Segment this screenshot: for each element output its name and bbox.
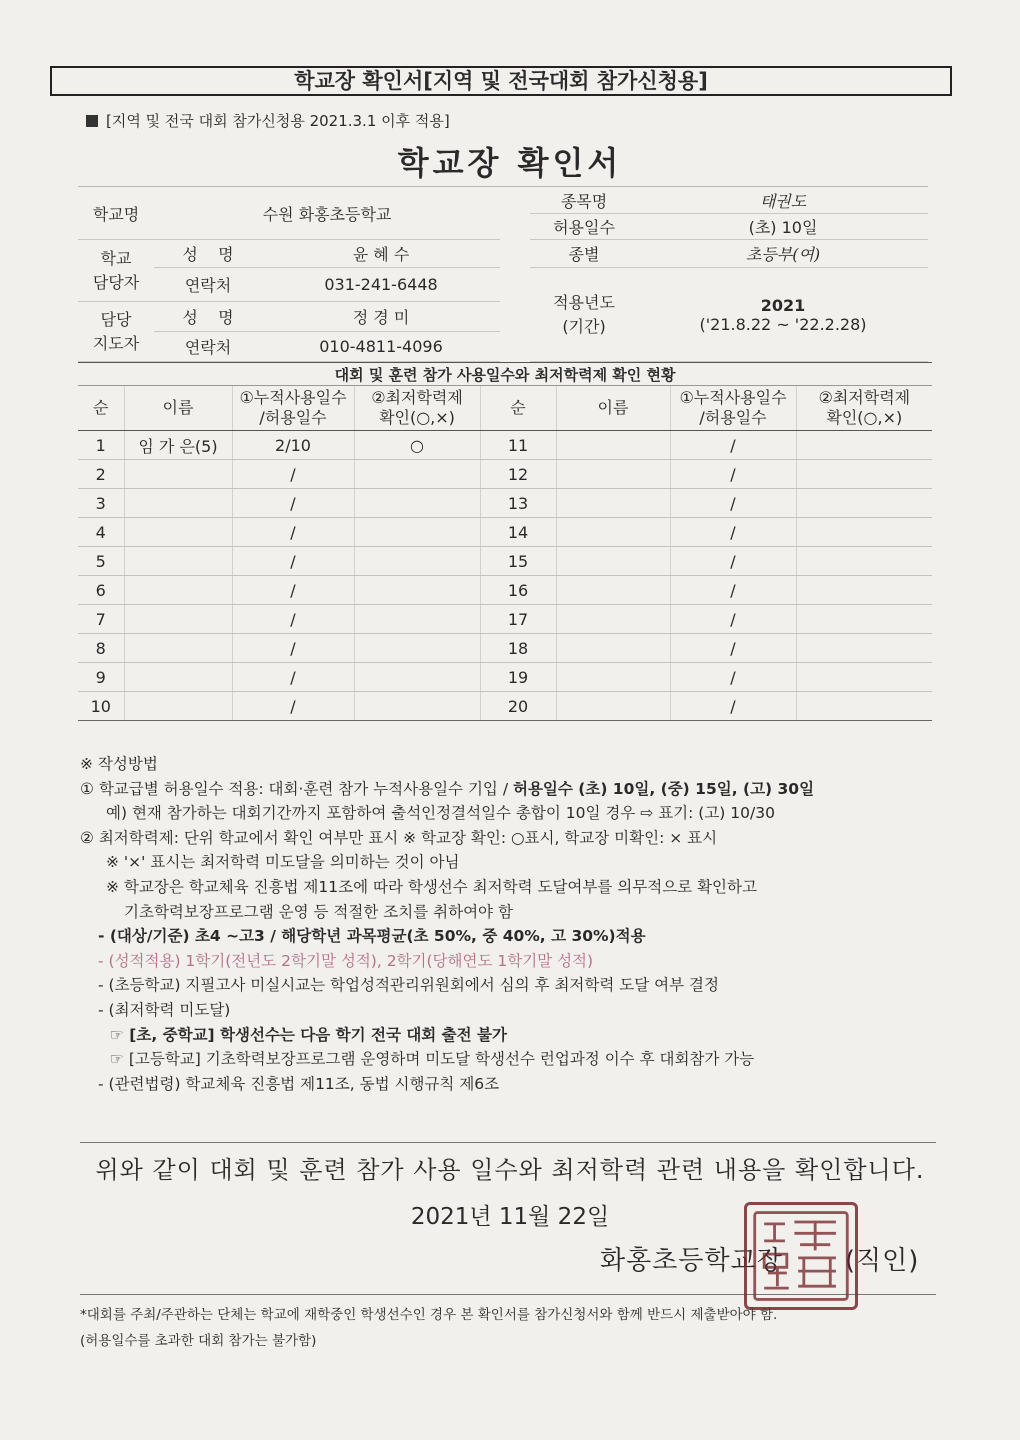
records-caption: 대회 및 훈련 참가 사용일수와 최저학력제 확인 현황 [78,363,932,386]
row-days: / [670,518,796,547]
contact-name-label: 성 명 [154,240,262,268]
row-days: / [232,692,354,721]
row-days: / [232,663,354,692]
row-check [796,634,932,663]
row-no: 17 [480,605,556,634]
row-days: / [232,576,354,605]
row-days: / [232,489,354,518]
apply-year-cell [638,268,928,362]
table-row [78,663,932,692]
table-row [78,460,932,489]
row-no: 3 [78,489,124,518]
row-check [354,518,480,547]
row-days: / [670,605,796,634]
row-name [124,547,232,576]
note-unmet-elementary-middle: ☞ [초, 중학교] 학생선수는 다음 학기 전국 대회 출전 불가 [110,1025,507,1044]
row-days: / [670,547,796,576]
category-value: 초등부(여) [638,240,928,268]
row-check [354,663,480,692]
row-name [124,576,232,605]
school-info-table [78,186,928,362]
row-name [556,692,670,721]
row-no: 2 [78,460,124,489]
seal-icon [747,1205,855,1307]
row-check [796,663,932,692]
row-check [796,489,932,518]
note-2: ② 최저학력제: 단위 학교에서 확인 여부만 표시 ※ 학교장 확인: ○표시, 학교장 미확인: × 표시 [80,828,718,847]
coach-name-label: 성 명 [154,302,262,332]
row-name [124,518,232,547]
row-no: 8 [78,634,124,663]
col-days-right: ①누적사용일수 /허용일수 [670,386,796,431]
row-check [354,576,480,605]
contact-name-value: 윤 혜 수 [262,240,500,268]
row-name [556,605,670,634]
document-header-box [50,66,952,96]
row-name [124,605,232,634]
row-check [796,547,932,576]
confirmation-statement: 위와 같이 대회 및 훈련 참가 사용 일수와 최저학력 관련 내용을 확인합니다. [95,1156,925,1184]
table-row [78,431,932,460]
row-check [796,605,932,634]
note-unmet-high: ☞ [고등학교] 기초학력보장프로그램 운영하며 미도달 학생선수 런업과정 이수 후 대회참가 가능 [110,1050,755,1069]
principal-title: 화홍초등학교장 [600,1246,783,1276]
participation-records-table [78,362,932,721]
row-name [124,634,232,663]
official-seal-stamp [744,1202,858,1310]
row-no: 6 [78,576,124,605]
row-no: 18 [480,634,556,663]
row-days: / [670,431,796,460]
row-no: 1 [78,431,124,460]
row-name [124,460,232,489]
row-days: / [670,663,796,692]
row-no: 16 [480,576,556,605]
issue-date: 2021년 11월 22일 [410,1204,610,1230]
row-check [354,692,480,721]
note-2-c: 기초학력보장프로그램 운영 등 적절한 조치를 취하여야 함 [124,902,513,921]
col-check-right: ②최저학력제 확인(○,×) [796,386,932,431]
row-check [796,518,932,547]
note-law: - (관련법령) 학교체육 진흥법 제11조, 동법 시행규칙 제6조 [98,1074,500,1093]
row-no: 20 [480,692,556,721]
category-label: 종별 [530,240,638,268]
table-row [78,576,932,605]
row-name [556,663,670,692]
table-row [78,547,932,576]
coach-phone-value: 010-4811-4096 [262,332,500,362]
row-check [354,460,480,489]
row-days: 2/10 [232,431,354,460]
note-1 [80,777,940,802]
allowed-days-value: (초) 10일 [638,214,928,240]
row-days: / [670,576,796,605]
row-no: 9 [78,663,124,692]
row-name: 임 가 은(5) [124,431,232,460]
col-name-left: 이름 [124,386,232,431]
row-no: 7 [78,605,124,634]
row-no: 10 [78,692,124,721]
square-bullet-icon [86,115,98,127]
event-value: 태권도 [638,187,928,214]
row-check [796,692,932,721]
row-days: / [670,489,796,518]
table-row [78,605,932,634]
row-no: 5 [78,547,124,576]
row-name [556,634,670,663]
row-name [556,489,670,518]
school-contact-label: 학교 담당자 [78,240,154,302]
allowed-days-label: 허용일수 [530,214,638,240]
note-2-a: ※ '×' 표시는 최저학력 미도달을 의미하는 것이 아님 [106,853,460,872]
row-check [354,605,480,634]
coach-name-value: 정 경 미 [262,302,500,332]
row-no: 13 [480,489,556,518]
col-name-right: 이름 [556,386,670,431]
note-target: - (대상/기준) 초4 ~고3 / 해당학년 과목평균(초 50%, 중 40%, 고 30%)적용 [98,927,646,946]
writing-instructions [80,752,940,1096]
row-check [354,634,480,663]
row-check [796,576,932,605]
note-1-example: 예) 현재 참가하는 대회기간까지 포함하여 출석인정결석일수 총합이 10일 경우 ⇨ 표기: (고) 10/30 [106,804,775,823]
footer-notes [80,1302,777,1354]
school-name-label: 학교명 [78,187,154,240]
table-row [78,692,932,721]
applicable-note-text: [지역 및 전국 대회 참가신청용 2021.3.1 이후 적용] [106,112,450,130]
row-name [556,576,670,605]
row-no: 15 [480,547,556,576]
col-days-left: ①누적사용일수 /허용일수 [232,386,354,431]
row-no: 4 [78,518,124,547]
coach-phone-label: 연락처 [154,332,262,362]
row-name [556,547,670,576]
row-days: / [670,460,796,489]
coach-label: 담당 지도자 [78,302,154,362]
note-unmet: - (최저학력 미도달) [98,1000,231,1019]
apply-year-label: 적용년도 (기간) [530,268,638,362]
contact-phone-label: 연락처 [154,268,262,302]
row-name [556,460,670,489]
page-title: 학교장 확인서 [397,144,623,182]
official-seal-note: (직인) [844,1246,920,1276]
note-1-text: ① 학교급별 허용일수 적용: 대회·훈련 참가 누적사용일수 기입 / [80,779,513,798]
divider [80,1142,936,1143]
row-days: / [232,605,354,634]
row-no: 19 [480,663,556,692]
col-no-right: 순 [480,386,556,431]
row-days: / [232,518,354,547]
row-days: / [670,692,796,721]
col-check-left: ②최저학력제 확인(○,×) [354,386,480,431]
row-days: / [232,634,354,663]
event-label: 종목명 [530,187,638,214]
apply-period-value: ('21.8.22 ~ '22.2.28) [699,314,867,334]
row-days: / [232,547,354,576]
col-no-left: 순 [78,386,124,431]
row-name [124,663,232,692]
row-check [354,547,480,576]
school-name-value: 수원 화홍초등학교 [154,187,500,240]
row-days: / [232,460,354,489]
footer-line-2: (허용일수를 초과한 대회 참가는 불가함) [80,1333,317,1349]
document-header-title: 학교장 확인서[지역 및 전국대회 참가신청용] [294,69,708,93]
row-no: 12 [480,460,556,489]
row-name [124,489,232,518]
row-no: 11 [480,431,556,460]
row-check [796,460,932,489]
note-2-b: ※ 학교장은 학교체육 진흥법 제11조에 따라 학생선수 최저학력 도달여부를 의무적으로 확인하고 [106,877,757,896]
applicable-note [86,110,450,131]
row-check [354,489,480,518]
note-grades: - (성적적용) 1학기(전년도 2학기말 성적), 2학기(당해연도 1학기말 성적) [98,951,594,970]
table-row [78,489,932,518]
row-check: ○ [354,431,480,460]
row-name [556,431,670,460]
row-days: / [670,634,796,663]
row-name [556,518,670,547]
row-check [796,431,932,460]
note-elementary: - (초등학교) 지필고사 미실시교는 학업성적관리위원회에서 심의 후 최저학력 도달 여부 결정 [98,976,719,995]
row-name [124,692,232,721]
footer-line-1: *대회를 주최/주관하는 단체는 학교에 재학중인 학생선수인 경우 본 확인서를 참가신청서와 함께 반드시 제출받아야 함. [80,1307,778,1323]
notes-heading: ※ 작성방법 [80,755,158,773]
table-row [78,634,932,663]
apply-year-value: 2021 [760,295,806,315]
table-row [78,518,932,547]
contact-phone-value: 031-241-6448 [262,268,500,302]
row-no: 14 [480,518,556,547]
note-1-bold: 허용일수 (초) 10일, (중) 15일, (고) 30일 [512,779,815,798]
